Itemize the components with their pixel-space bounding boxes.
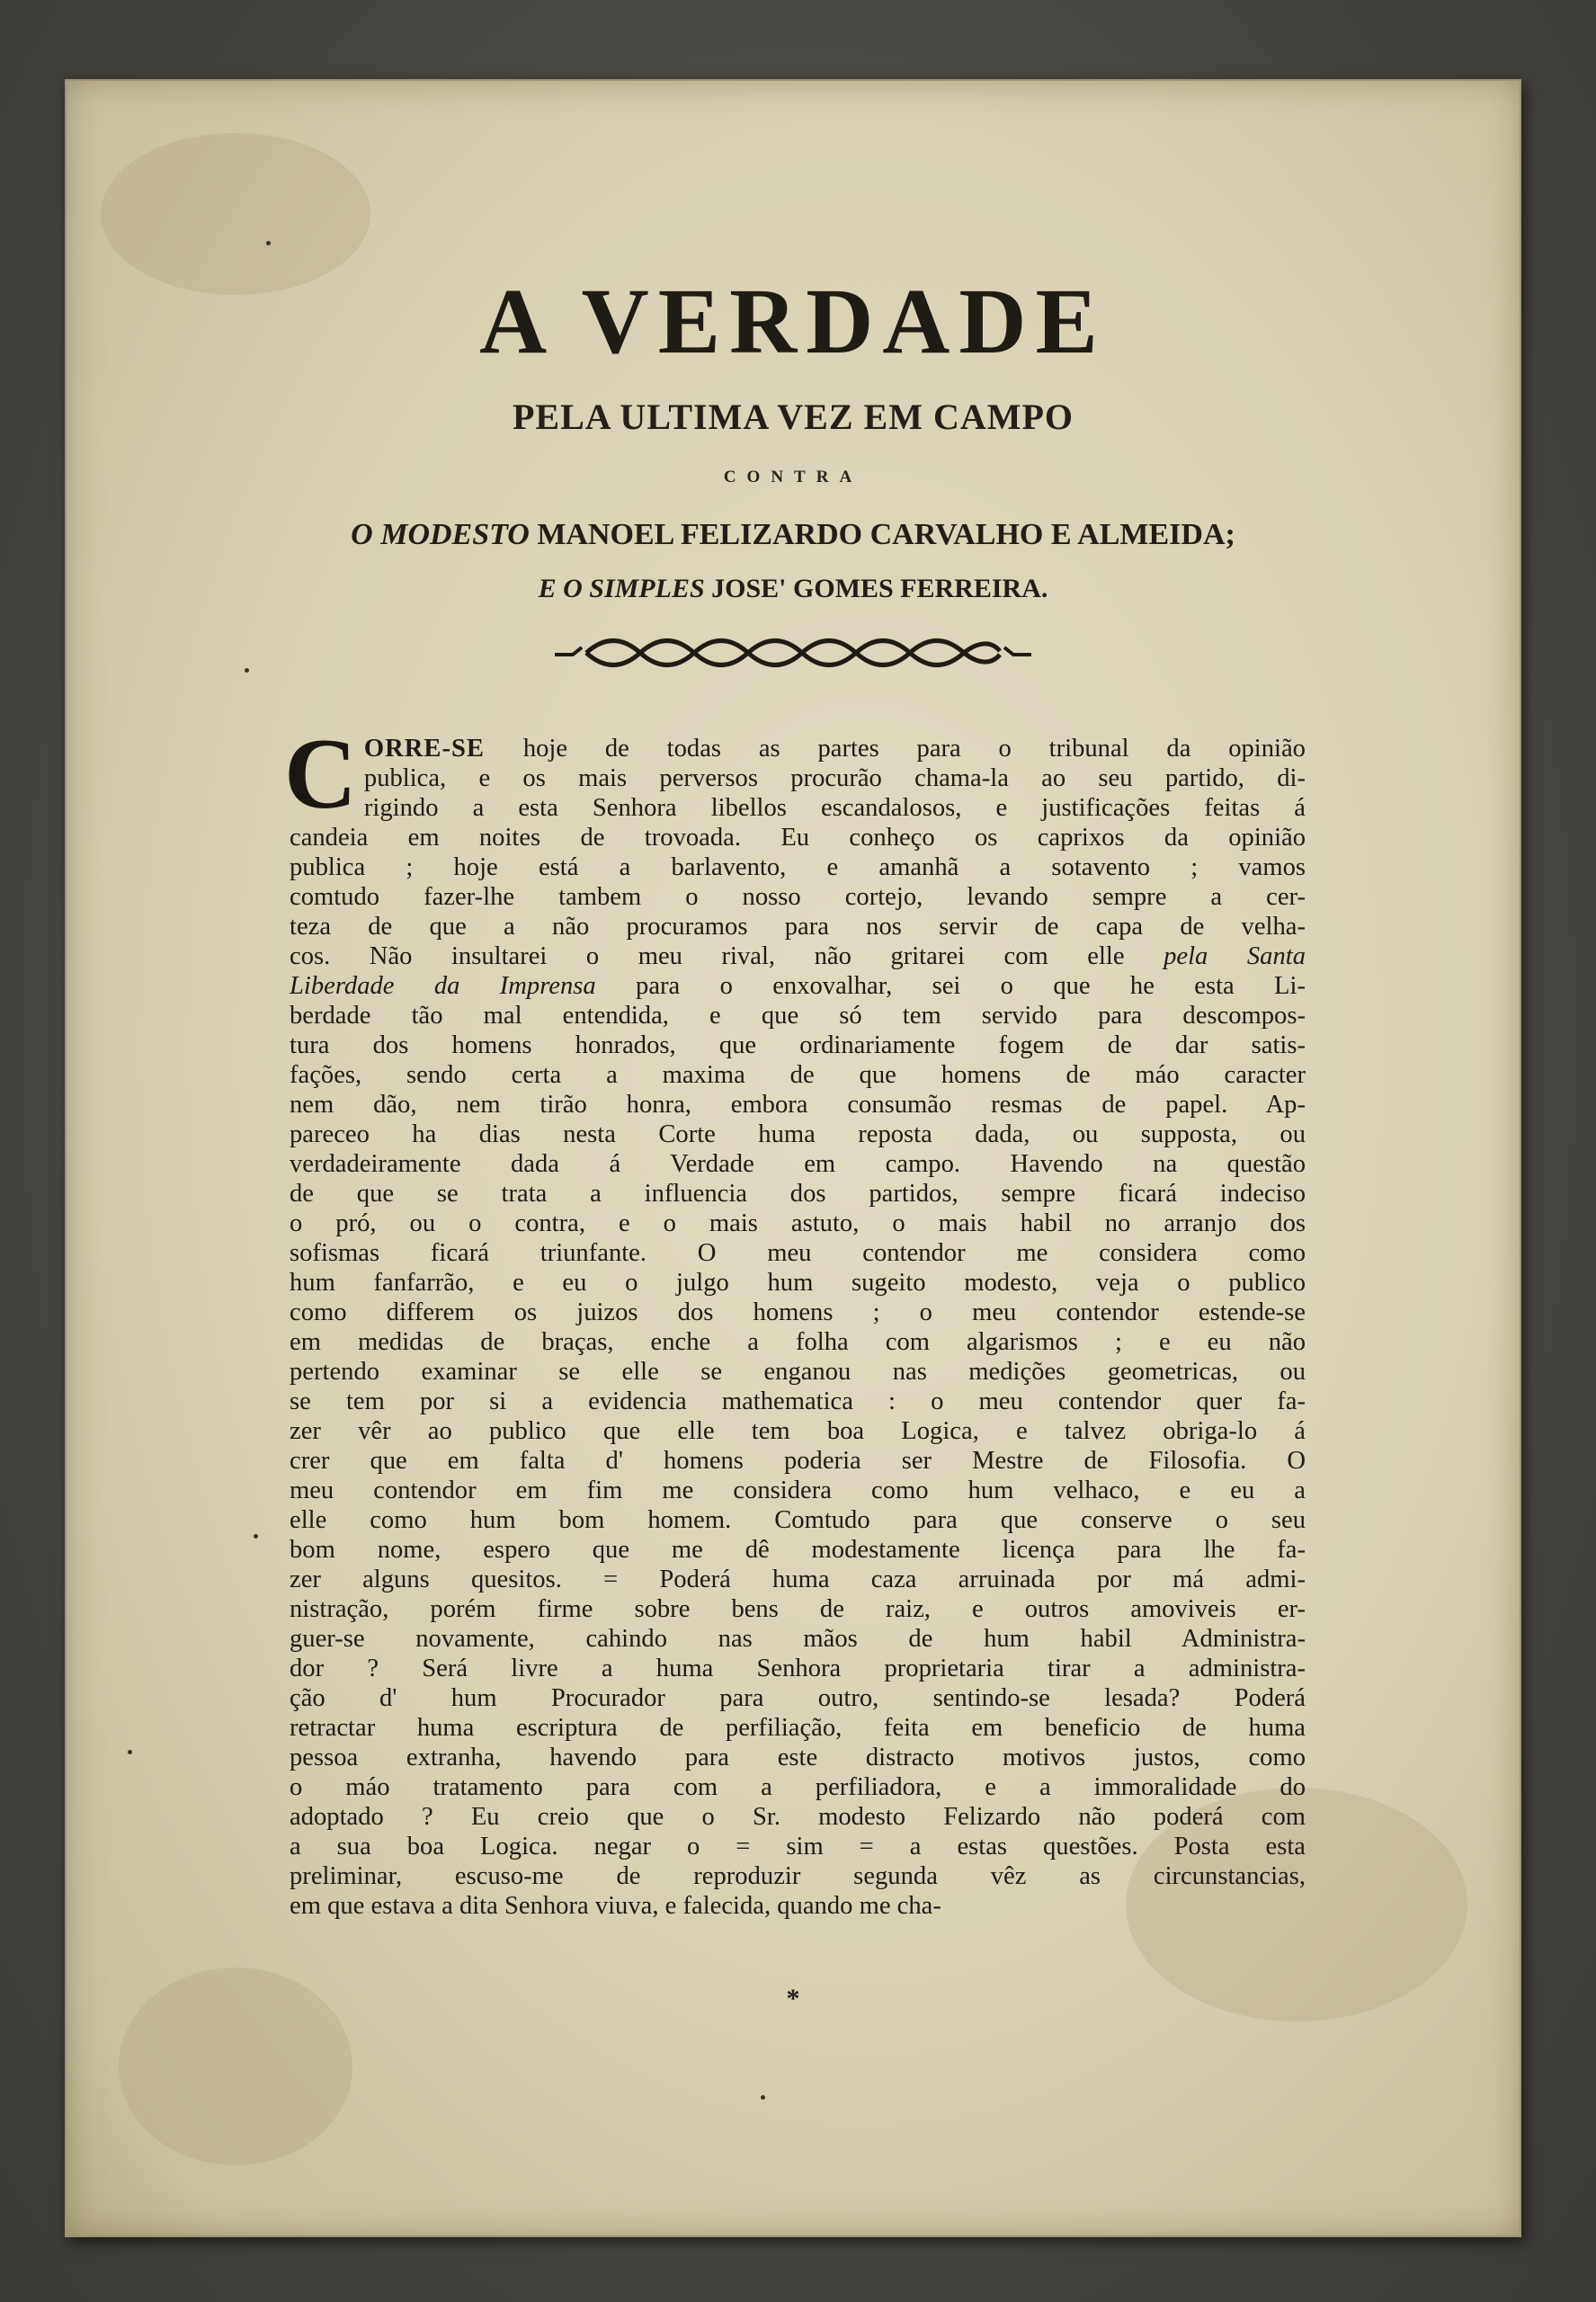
names-line-2-rest: JOSE' GOMES FERREIRA.: [711, 574, 1048, 603]
body-line: teza de que a não procuramos para nos servir de capa de velha-: [290, 913, 1306, 941]
body-line: zer alguns quesitos. = Poderá huma caza arruinada por má admi-: [290, 1566, 1306, 1593]
body-line: se tem por si a evidencia mathematica : o meu contendor quer fa-: [290, 1387, 1306, 1415]
drop-cap: C: [284, 718, 357, 830]
document-title: A VERDADE: [479, 270, 1107, 373]
body-line: berdade tão mal entendida, e que só tem servido para descompos-: [290, 1002, 1306, 1030]
body-line: de que se trata a influencia dos partidos, sempre ficará indeciso: [290, 1180, 1306, 1208]
names-line-1-rest: MANOEL FELIZARDO CARVALHO E ALMEIDA;: [537, 518, 1235, 551]
body-line: a sua boa Logica. negar o = sim = a estas questões. Posta esta: [290, 1833, 1306, 1860]
body-line: em medidas de braças, enche a folha com algarismos ; e eu não: [290, 1328, 1306, 1356]
body-line: guer-se novamente, cahindo nas mãos de hum habil Administra-: [290, 1625, 1306, 1653]
italic-phrase: pela Santa: [1164, 942, 1306, 970]
body-line: nem dão, nem tirão honra, embora consumão resmas de papel. Ap-: [290, 1091, 1306, 1119]
names-line-2-italic: E O SIMPLES: [538, 574, 705, 603]
body-line: ção d' hum Procurador para outro, sentindo-se lesada? Poderá: [290, 1684, 1306, 1712]
body-line: crer que em falta d' homens poderia ser Mestre de Filosofia. O: [290, 1447, 1306, 1475]
ink-speck: [128, 1750, 132, 1754]
signature-mark: *: [786, 1984, 800, 2013]
ink-speck: [245, 668, 249, 673]
body-line: meu contendor em fim me considera como hum velhaco, e eu a: [290, 1477, 1306, 1504]
first-word: ORRE-SE: [363, 735, 523, 763]
body-line: nistração, porém firme sobre bens de raiz, e outros amoviveis er-: [290, 1595, 1306, 1623]
printed-sheet: [65, 79, 1521, 2237]
body-line: fações, sendo certa a maxima de que homens de máo caracter: [290, 1061, 1306, 1089]
body-line: hum fanfarrão, e eu o julgo hum sugeito modesto, veja o publico: [290, 1269, 1306, 1297]
body-line: tura dos homens honrados, que ordinariamente fogem de dar satis-: [290, 1031, 1306, 1059]
body-line: publica, e os mais perversos procurão chama-la ao seu partido, di-: [363, 764, 1306, 792]
body-line: como differem os juizos dos homens ; o meu contendor estende-se: [290, 1298, 1306, 1326]
body-line: bom nome, espero que me dê modestamente licença para lhe fa-: [290, 1536, 1306, 1564]
body-line: preliminar, escuso-me de reproduzir segunda vêz as circunstancias,: [290, 1862, 1306, 1890]
contra-label: CONTRA: [723, 468, 863, 486]
ink-speck: [254, 1534, 258, 1539]
body-line: ORRE-SE hoje de todas as partes para o tribunal da opinião: [363, 735, 1306, 763]
body-lines: [290, 734, 1306, 1921]
ink-speck: [266, 241, 271, 245]
body-line: retractar huma escriptura de perfiliação, feita em beneficio de huma: [290, 1714, 1306, 1742]
body-line: rigindo a esta Senhora libellos escandalosos, e justificações feitas á: [363, 794, 1306, 822]
body-line: pareceo ha dias nesta Corte huma reposta dada, ou supposta, ou: [290, 1120, 1306, 1148]
ornamental-rule-icon: [555, 635, 1031, 671]
opponent-names-line-1: [65, 518, 1521, 552]
body-line: cos. Não insultarei o meu rival, não gritarei com elle pela Santa: [290, 942, 1306, 970]
body-line: publica ; hoje está a barlavento, e amanhã a sotavento ; vamos: [290, 853, 1306, 881]
body-line: verdadeiramente dada á Verdade em campo. Havendo na questão: [290, 1150, 1306, 1178]
body-line: candeia em noites de trovoada. Eu conheço os caprixos da opinião: [290, 824, 1306, 852]
body-line: pessoa extranha, havendo para este distracto motivos justos, como: [290, 1744, 1306, 1771]
body-line: zer vêr ao publico que elle tem boa Logica, e talvez obriga-lo á: [290, 1417, 1306, 1445]
body-line: dor ? Será livre a huma Senhora proprietaria tirar a administra-: [290, 1655, 1306, 1682]
italic-phrase: Liberdade da Imprensa: [290, 972, 596, 1000]
body-line: o máo tratamento para com a perfiliadora, e a immoralidade do: [290, 1773, 1306, 1801]
body-line: o pró, ou o contra, e o mais astuto, o mais habil no arranjo dos: [290, 1209, 1306, 1237]
body-line: elle como hum bom homem. Comtudo para que conserve o seu: [290, 1506, 1306, 1534]
document-subtitle: PELA ULTIMA VEZ EM CAMPO: [512, 397, 1074, 437]
body-line: sofismas ficará triunfante. O meu contendor me considera como: [290, 1239, 1306, 1267]
body-text: [284, 718, 1306, 1921]
names-line-1-italic: O MODESTO: [351, 518, 530, 551]
body-line: pertendo examinar se elle se enganou nas medições geometricas, ou: [290, 1358, 1306, 1386]
body-line: adoptado ? Eu creio que o Sr. modesto Felizardo não poderá com: [290, 1803, 1306, 1831]
body-line: comtudo fazer-lhe tambem o nosso cortejo, levando sempre a cer-: [290, 883, 1306, 911]
ink-speck: [761, 2095, 765, 2100]
opponent-names-line-2: [65, 574, 1521, 604]
body-line: Liberdade da Imprensa para o enxovalhar, sei o que he esta Li-: [290, 972, 1306, 1000]
body-line: em que estava a dita Senhora viuva, e falecida, quando me cha-: [290, 1892, 941, 1920]
